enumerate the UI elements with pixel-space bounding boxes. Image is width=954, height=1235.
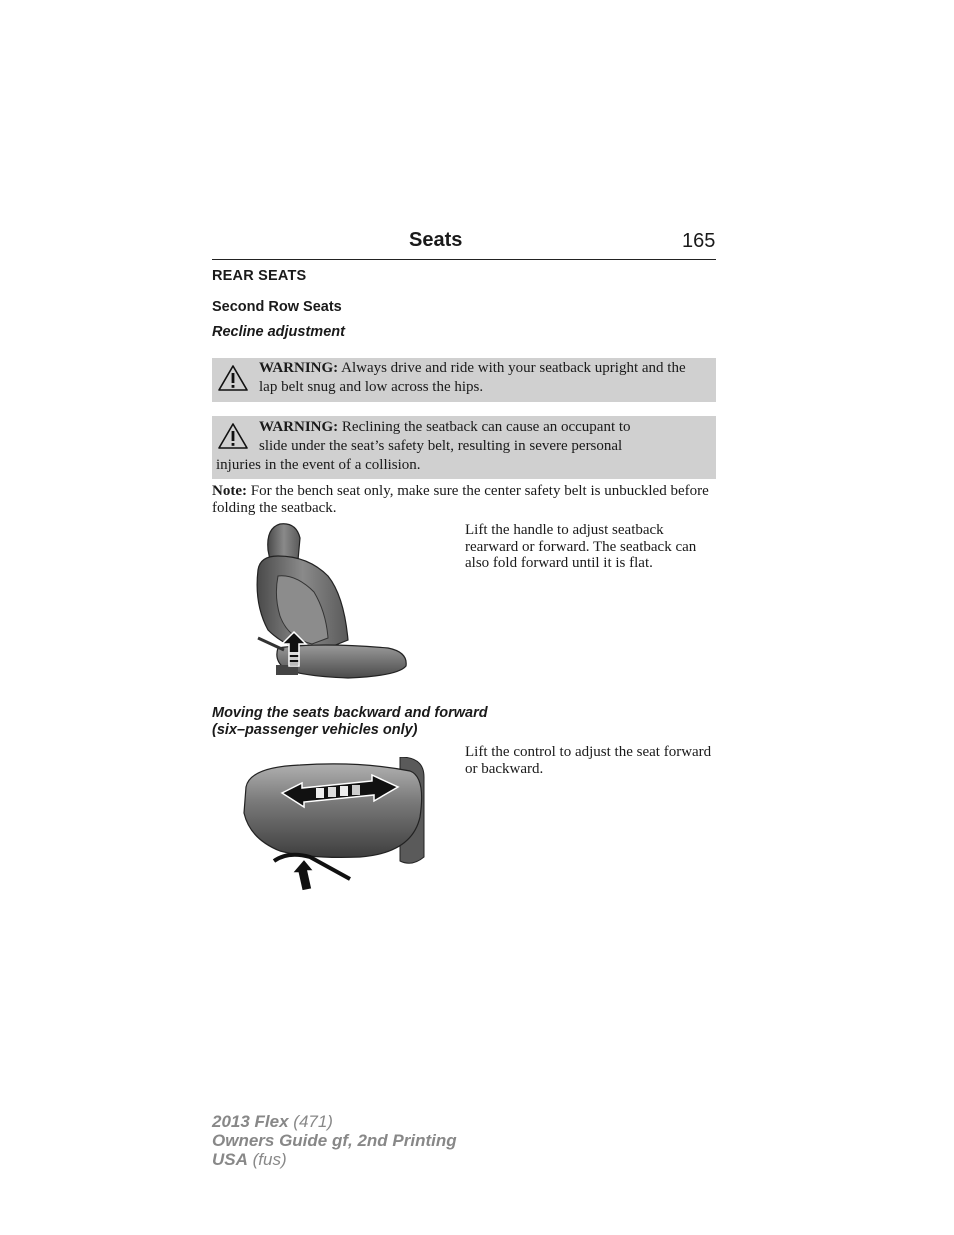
- warning-body: Reclining the seatback can cause an occupant to: [341, 419, 631, 435]
- subheading-line: Moving the seats backward and forward: [212, 705, 488, 721]
- warning-text-line: injuries in the event of a collision.: [216, 457, 421, 473]
- section-heading: REAR SEATS: [212, 268, 307, 284]
- warning-text-line: [259, 418, 631, 437]
- slide-instructions: Lift the control to adjust the seat forward or backward.: [465, 744, 712, 777]
- subheading: [212, 705, 488, 739]
- subheading-line: (six–passenger vehicles only): [212, 722, 418, 738]
- footer-guide: Owners Guide gf, 2nd Printing: [212, 1131, 457, 1150]
- footer-line: [212, 1150, 287, 1170]
- footer-code: (471): [288, 1112, 333, 1131]
- header-divider: [212, 259, 716, 260]
- warning-label: WARNING:: [259, 360, 339, 376]
- page-title: Seats: [409, 229, 463, 251]
- footer-model: 2013 Flex: [212, 1112, 289, 1131]
- warning-box: [212, 358, 716, 402]
- note-text: For the bench seat only, make sure the center safety belt is unbuckled before folding the seatback.: [212, 483, 709, 516]
- recline-instructions: Lift the handle to adjust seatback rearward or forward. The seatback can also fold forward until it is flat.: [465, 522, 697, 571]
- note: [212, 483, 712, 516]
- warning-body: Always drive and ride with your seatback upright and the lap belt snug and low across the hips.: [259, 360, 686, 395]
- subheading: Second Row Seats: [212, 299, 342, 315]
- note-label: Note:: [212, 483, 247, 499]
- subsubheading: Recline adjustment: [212, 324, 345, 340]
- warning-text: [259, 359, 704, 397]
- footer-region: USA: [212, 1150, 248, 1169]
- seat-slide-illustration: [240, 757, 428, 892]
- footer-region-code: (fus): [247, 1150, 287, 1169]
- warning-triangle-icon: [217, 422, 249, 450]
- warning-triangle-icon: [217, 364, 249, 392]
- seat-recline-illustration: [248, 520, 413, 685]
- page-number: 165: [682, 230, 716, 252]
- footer-line: [212, 1112, 333, 1132]
- warning-label: WARNING:: [259, 419, 339, 435]
- footer-line: [212, 1131, 457, 1151]
- warning-box: [212, 416, 716, 479]
- warning-text-line: slide under the seat’s safety belt, resulting in severe personal: [259, 438, 623, 454]
